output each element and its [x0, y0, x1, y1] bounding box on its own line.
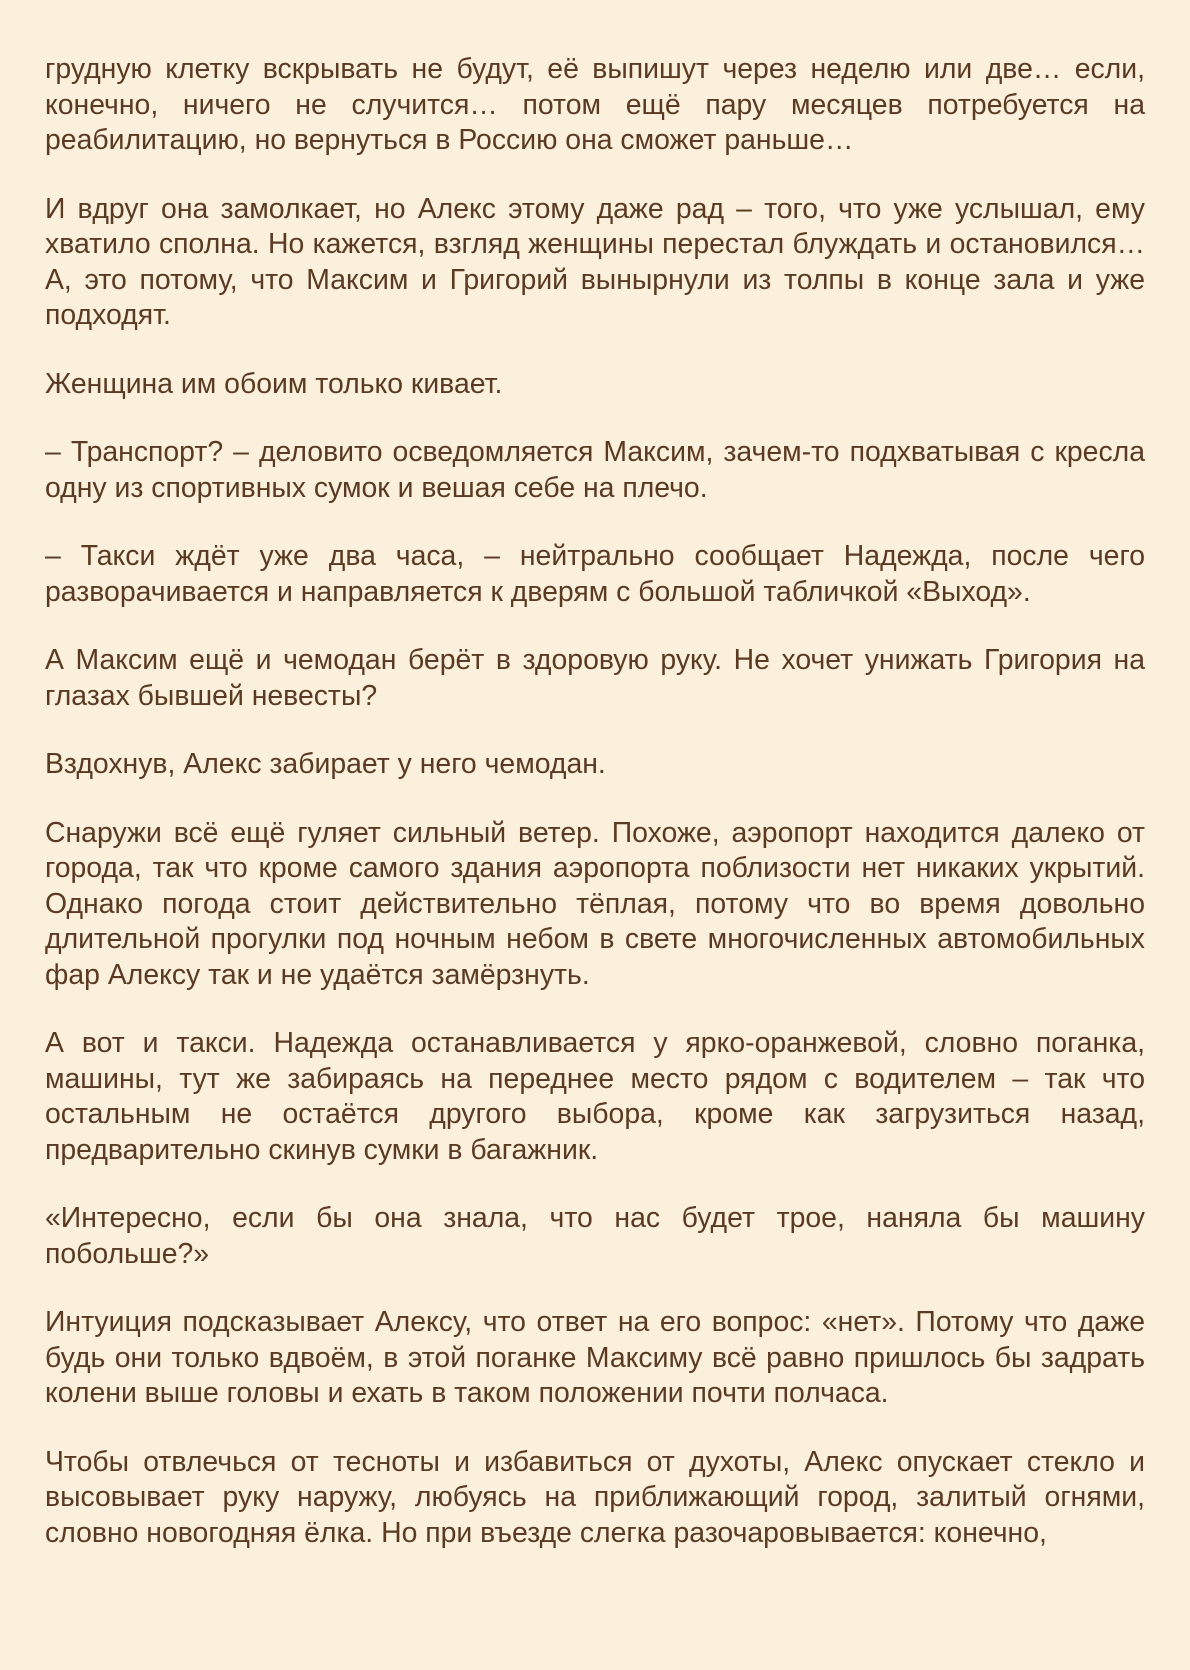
paragraph-2: И вдруг она замолкает, но Алекс этому даже рад – того, что уже услышал, ему хватило сполна. Но кажется, взгляд женщины перестал блуждать и остановился… А, это потому, что Максим и Григорий вынырнули из толпы в конце зала и уже подходят.: [45, 192, 1145, 331]
paragraph-4: – Транспорт? – деловито осведомляется Максим, зачем-то подхватывая с кресла одну из спортивных сумок и вешая себе на плечо.: [45, 436, 1145, 504]
paragraph-1: грудную клетку вскрывать не будут, её выпишут через неделю или две… если, конечно, ничего не случится… потом ещё пару месяцев потребуется на реабилитацию, но вернуться в Россию она сможет раньше…: [45, 53, 1145, 156]
paragraph-10: «Интересно, если бы она знала, что нас будет трое, наняла бы машину побольше?»: [45, 1202, 1145, 1270]
paragraph-12: Чтобы отвлечься от тесноты и избавиться от духоты, Алекс опускает стекло и высовывает руку наружу, любуясь на приближающий город, залитый огнями, словно новогодняя ёлка. Но при въезде слегка разочаровывается: конечно,: [45, 1445, 1145, 1549]
paragraph-7: Вздохнув, Алекс забирает у него чемодан.: [45, 748, 606, 780]
paragraph-3: Женщина им обоим только кивает.: [45, 367, 503, 400]
paragraph-8: Снаружи всё ещё гуляет сильный ветер. Похоже, аэропорт находится далеко от города, так что кроме самого здания аэропорта поблизости нет никаких укрытий. Однако погода стоит действительно тёплая, потому что во время довольно длительной прогулки под ночным небом в свете многочисленных автомобильных фар Алексу так и не удаётся замёрзнуть.: [45, 816, 1145, 991]
paragraph-5: – Такси ждёт уже два часа, – нейтрально сообщает Надежда, после чего разворачивается и направляется к дверям с большой табличкой «Выход».: [45, 540, 1145, 608]
paragraph-9: А вот и такси. Надежда останавливается у ярко-оранжевой, словно поганка, машины, тут же забираясь на переднее место рядом с водителем – так что остальным не остаётся другого выбора, кроме как загрузиться назад, предварительно скинув сумки в багажник.: [45, 1027, 1145, 1166]
paragraph-11: Интуиция подсказывает Алексу, что ответ на его вопрос: «нет». Потому что даже будь они только вдвоём, в этой поганке Максиму всё равно пришлось бы задрать колени выше головы и ехать в таком положении почти полчаса.: [45, 1306, 1145, 1409]
paragraph-6: А Максим ещё и чемодан берёт в здоровую руку. Не хочет унижать Григория на глазах бывшей невесты?: [45, 644, 1145, 712]
